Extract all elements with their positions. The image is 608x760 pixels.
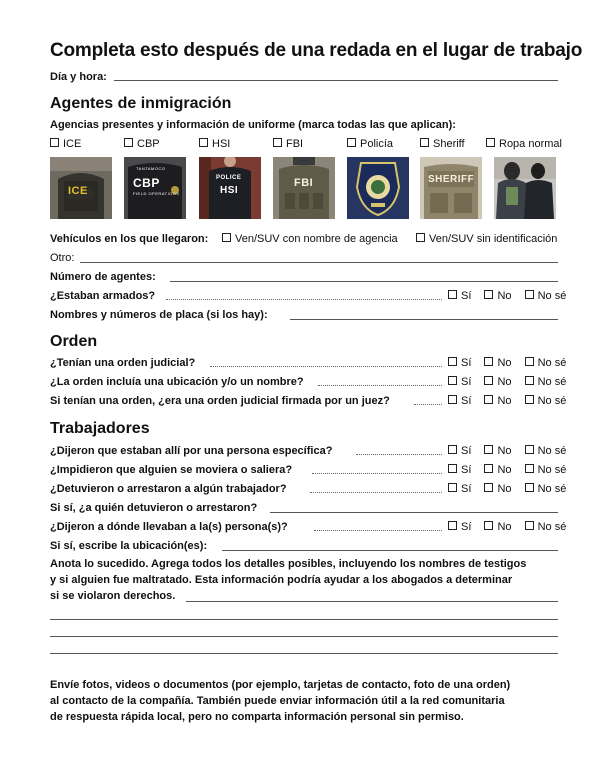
checkbox[interactable]: [448, 357, 457, 366]
checkbox[interactable]: [484, 483, 493, 492]
checkbox[interactable]: [448, 395, 457, 404]
checkbox[interactable]: [525, 357, 534, 366]
cbp-sub-text: FIELD OPERATIONS: [133, 191, 180, 196]
answer-no[interactable]: No: [484, 376, 511, 388]
notes-line-1: Anota lo sucedido. Agrega todos los detalles posibles, incluyendo los nombres de testigos: [50, 558, 527, 570]
sheriff-agent-photo: [420, 157, 482, 219]
answer-unknown[interactable]: No sé: [525, 395, 567, 407]
workers-q5: ¿Dijeron a dónde llevaban a la(s) persona(s)?: [50, 521, 288, 533]
other-label: Otro:: [50, 252, 75, 264]
answer-no[interactable]: No: [484, 521, 511, 533]
checkbox[interactable]: [525, 521, 534, 530]
checkbox[interactable]: [484, 395, 493, 404]
agencies-prompt: Agencias presentes y información de uniforme (marca todas las que aplican):: [50, 119, 456, 131]
police-patch-illustration: [347, 157, 409, 219]
agency-option-police[interactable]: Policía: [347, 138, 393, 150]
fbi-agent-photo: [273, 157, 335, 219]
fbi-badge-text: FBI: [294, 177, 314, 189]
order-q2-leader: [318, 385, 442, 386]
answer-yes[interactable]: Sí: [448, 521, 471, 533]
workers-q1-answers: [448, 445, 566, 457]
datetime-label: Día y hora:: [50, 71, 107, 83]
workers-q6: Si sí, escribe la ubicación(es):: [50, 540, 208, 552]
footer-line-2: al contacto de la compañía. También puede enviar información útil a la red comunitaria: [50, 695, 505, 707]
notes-line-2: y si alguien fue maltratado. Esta información podría ayudar a los abogados a determinar: [50, 574, 513, 586]
cbp-agent-photo: [124, 157, 186, 219]
agency-option-sheriff[interactable]: Sheriff: [420, 138, 465, 150]
agency-option-plainclothes[interactable]: Ropa normal: [486, 138, 562, 150]
answer-unknown[interactable]: No sé: [525, 290, 567, 302]
footer-line-1: Envíe fotos, videos o documentos (por ejemplo, tarjetas de contacto, foto de una orden): [50, 679, 511, 691]
order-q3: Si tenían una orden, ¿era una orden judicial firmada por un juez?: [50, 395, 390, 407]
checkbox[interactable]: [448, 464, 457, 473]
armed-leader: [166, 299, 442, 300]
answer-yes[interactable]: Sí: [448, 357, 471, 369]
cbp-badge-text: CBP: [133, 176, 160, 190]
armed-label: ¿Estaban armados?: [50, 290, 156, 302]
page-title: Completa esto después de una redada en el lugar de trabajo: [50, 40, 583, 61]
agency-option-fbi[interactable]: FBI: [273, 138, 303, 150]
location-field[interactable]: [222, 550, 558, 551]
detained-who-field[interactable]: [270, 512, 558, 513]
notes-line-field-2[interactable]: [50, 619, 558, 620]
checkbox[interactable]: [525, 395, 534, 404]
answer-unknown[interactable]: No sé: [525, 445, 567, 457]
cbp-small-text: TANTAMOCO: [136, 166, 166, 171]
workers-q2-answers: [448, 464, 566, 476]
answer-unknown[interactable]: No sé: [525, 483, 567, 495]
notes-line-field-4[interactable]: [50, 653, 558, 654]
footer-line-3: de respuesta rápida local, pero no comparta información personal sin permiso.: [50, 711, 464, 723]
checkbox[interactable]: [525, 445, 534, 454]
ice-badge-text: ICE: [68, 185, 88, 197]
workers-q5-leader: [314, 530, 442, 531]
checkbox[interactable]: [416, 233, 425, 242]
plainclothes-agent-illustration: [494, 157, 556, 219]
checkbox[interactable]: [484, 376, 493, 385]
workers-q3-answers: [448, 483, 566, 495]
checkbox[interactable]: [484, 357, 493, 366]
order-q1: ¿Tenían una orden judicial?: [50, 357, 196, 369]
answer-yes[interactable]: Sí: [448, 290, 471, 302]
notes-line-field-1[interactable]: [186, 601, 558, 602]
vehicles-label: Vehículos en los que llegaron:: [50, 233, 209, 245]
notes-instructions: [50, 556, 570, 604]
workers-q5-answers: [448, 521, 566, 533]
answer-yes[interactable]: Sí: [448, 483, 471, 495]
badge-names-field[interactable]: [290, 319, 558, 320]
checkbox[interactable]: [525, 376, 534, 385]
answer-no[interactable]: No: [484, 395, 511, 407]
checkbox[interactable]: [448, 521, 457, 530]
workers-q4: Si sí, ¿a quién detuvieron o arrestaron?: [50, 502, 258, 514]
answer-yes[interactable]: Sí: [448, 464, 471, 476]
checkbox[interactable]: [448, 483, 457, 492]
hsi-badge-text: HSI: [220, 185, 239, 196]
answer-yes[interactable]: Sí: [448, 376, 471, 388]
hsi-agent-photo: [199, 157, 261, 219]
plainclothes-agent-photo: [494, 157, 556, 219]
checkbox[interactable]: [484, 521, 493, 530]
workers-q3-leader: [310, 492, 442, 493]
sheriff-badge-text: SHERIFF: [428, 174, 475, 185]
other-field[interactable]: [80, 262, 558, 263]
hsi-police-text: POLICE: [216, 175, 242, 181]
checkbox[interactable]: [347, 138, 356, 147]
answer-yes[interactable]: Sí: [448, 445, 471, 457]
agency-option-ice[interactable]: ICE: [50, 138, 81, 150]
checkbox[interactable]: [486, 138, 495, 147]
agency-option-hsi[interactable]: HSI: [199, 138, 230, 150]
order-q2: ¿La orden incluía una ubicación y/o un nombre?: [50, 376, 304, 388]
order-q2-answers: [448, 376, 566, 388]
ice-agent-photo: [50, 157, 112, 219]
checkbox[interactable]: [525, 483, 534, 492]
agency-option-cbp[interactable]: CBP: [124, 138, 160, 150]
order-q1-leader: [210, 366, 442, 367]
answer-unknown[interactable]: No sé: [525, 464, 567, 476]
workers-q2: ¿Impidieron que alguien se moviera o saliera?: [50, 464, 293, 476]
police-patch-photo: [347, 157, 409, 219]
notes-line-field-3[interactable]: [50, 636, 558, 637]
notes-line-3: si se violaron derechos.: [50, 590, 176, 602]
footer-instructions: [50, 677, 570, 725]
answer-unknown[interactable]: No sé: [525, 357, 567, 369]
checkbox[interactable]: [448, 376, 457, 385]
workers-q3: ¿Detuvieron o arrestaron a algún trabajador?: [50, 483, 287, 495]
agent-count-field[interactable]: [170, 281, 558, 282]
badge-names-label: Nombres y números de placa (si los hay):: [50, 309, 268, 321]
answer-no[interactable]: No: [484, 464, 511, 476]
checkbox[interactable]: [448, 290, 457, 299]
vehicle-option-unmarked[interactable]: Ven/SUV sin identificación: [416, 233, 557, 245]
datetime-field[interactable]: [114, 80, 558, 81]
order-heading: Orden: [50, 333, 98, 350]
checkbox[interactable]: [50, 138, 59, 147]
order-q1-answers: [448, 357, 566, 369]
checkbox[interactable]: [222, 233, 231, 242]
checkbox[interactable]: [484, 464, 493, 473]
armed-answers: [448, 290, 566, 302]
agents-heading: Agentes de inmigración: [50, 95, 232, 112]
agent-count-label: Número de agentes:: [50, 271, 156, 283]
checkbox[interactable]: [484, 445, 493, 454]
checkbox[interactable]: [273, 138, 282, 147]
checkbox[interactable]: [199, 138, 208, 147]
answer-unknown[interactable]: No sé: [525, 521, 567, 533]
order-q3-leader: [414, 404, 442, 405]
checkbox[interactable]: [448, 445, 457, 454]
answer-no[interactable]: No: [484, 483, 511, 495]
checkbox[interactable]: [525, 290, 534, 299]
answer-yes[interactable]: Sí: [448, 395, 471, 407]
answer-unknown[interactable]: No sé: [525, 376, 567, 388]
checkbox[interactable]: [124, 138, 133, 147]
workers-q2-leader: [312, 473, 442, 474]
workers-q1: ¿Dijeron que estaban allí por una persona específica?: [50, 445, 333, 457]
workers-q1-leader: [356, 454, 442, 455]
checkbox[interactable]: [484, 290, 493, 299]
answer-no[interactable]: No: [484, 290, 511, 302]
answer-no[interactable]: No: [484, 445, 511, 457]
workers-heading: Trabajadores: [50, 420, 150, 437]
checkbox[interactable]: [525, 464, 534, 473]
vehicle-option-marked[interactable]: Ven/SUV con nombre de agencia: [222, 233, 398, 245]
order-q3-answers: [448, 395, 566, 407]
sheriff-agent-illustration: [420, 157, 482, 219]
answer-no[interactable]: No: [484, 357, 511, 369]
checkbox[interactable]: [420, 138, 429, 147]
